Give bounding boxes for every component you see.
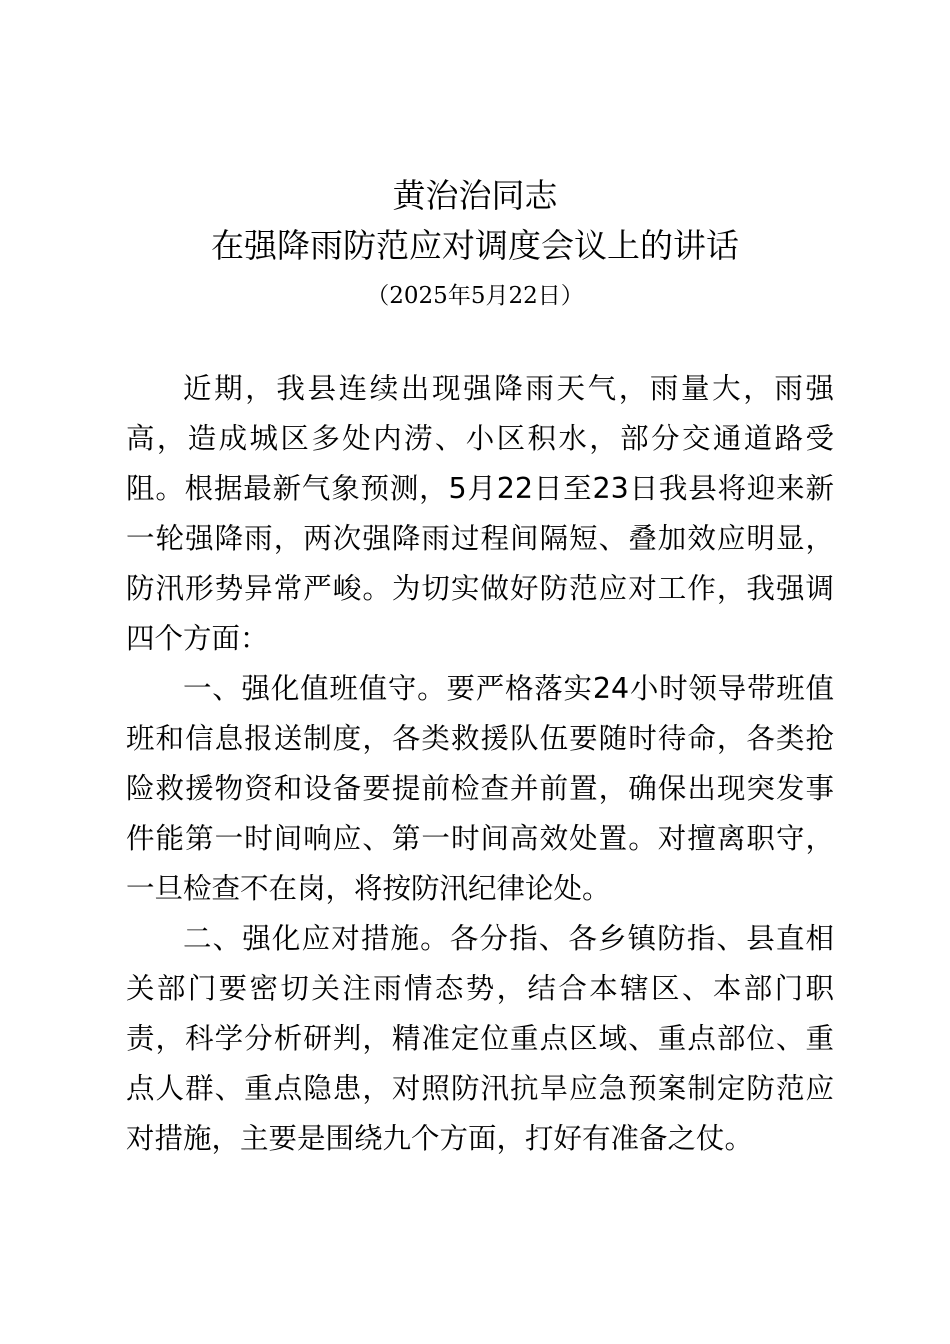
speaker-title: 黄治治同志 [392, 176, 558, 215]
speech-body [126, 364, 834, 1164]
speech-date: （2025年5月22日） [366, 283, 584, 309]
speech-title: 在强降雨防范应对调度会议上的讲话 [211, 226, 739, 265]
paragraph-intro: 近期，我县连续出现强降雨天气，雨量大，雨强高，造成城区多处内涝、小区积水，部分交通道路受阻。根据最新气象预测，5月22日至23日我县将迎来新一轮强降雨，两次强降雨过程间隔短、叠加效应明显，防汛形势异常严峻。为切实做好防范应对工作，我强调四个方面： [126, 372, 834, 655]
paragraph-point-1: 一、强化值班值守。要严格落实24小时领导带班值班和信息报送制度，各类救援队伍要随时待命，各类抢险救援物资和设备要提前检查并前置，确保出现突发事件能第一时间响应、第一时间高效处置。对擅离职守，一旦检查不在岗，将按防汛纪律论处。 [126, 672, 834, 905]
paragraph-point-2: 二、强化应对措施。各分指、各乡镇防指、县直相关部门要密切关注雨情态势，结合本辖区、本部门职责，科学分析研判，精准定位重点区域、重点部位、重点人群、重点隐患，对照防汛抗旱应急预案制定防范应对措施，主要是围绕九个方面，打好有准备之仗。 [126, 922, 834, 1155]
